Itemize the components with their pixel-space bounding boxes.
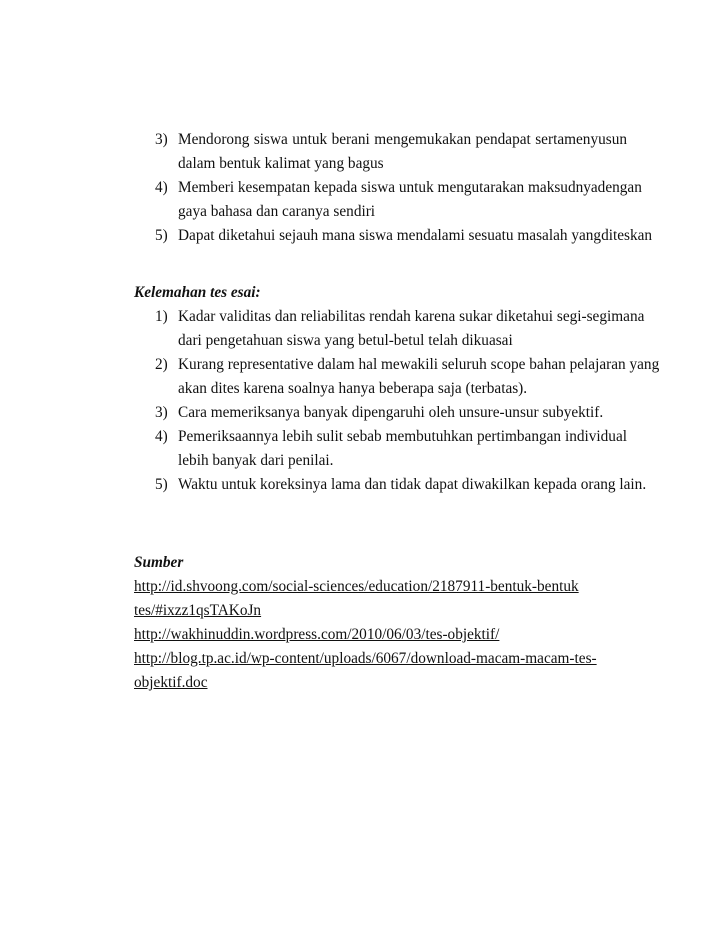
list-item-text: Kurang representative dalam hal mewakili seluruh scope bahan pelajaran yang (178, 356, 660, 373)
list-item-number: 4) (155, 179, 168, 196)
source-link[interactable]: tes/#ixzz1qsTAKoJn (134, 602, 262, 619)
source-link[interactable]: http://wakhinuddin.wordpress.com/2010/06/03/tes-objektif/ (134, 626, 500, 643)
list-item-number: 4) (155, 428, 168, 445)
list-item (155, 176, 642, 224)
list-item-text: dalam bentuk kalimat yang bagus (178, 155, 384, 172)
list-item-number: 3) (155, 404, 168, 421)
weakness-heading: Kelemahan tes esai: (134, 284, 261, 301)
list-item (155, 401, 627, 425)
source-link[interactable]: http://id.shvoong.com/social-sciences/education/2187911-bentuk-bentuk (134, 578, 579, 595)
list-item (155, 473, 647, 497)
list-item-number: 5) (155, 227, 168, 244)
list-item-text: Kadar validitas dan reliabilitas rendah karena sukar diketahui segi-segimana (178, 308, 645, 325)
list-item-text: Cara memeriksanya banyak dipengaruhi oleh unsure-unsur subyektif. (178, 404, 604, 421)
list-item-text: gaya bahasa dan caranya sendiri (178, 203, 376, 220)
sources-list (134, 575, 597, 695)
list-item-text: akan dites karena soalnya hanya beberapa saja (terbatas). (178, 380, 528, 397)
list-item-text: dari pengetahuan siswa yang betul-betul telah dikuasai (178, 332, 513, 349)
source-link[interactable]: objektif.doc (134, 674, 208, 691)
list-item-text: Pemeriksaannya lebih sulit sebab membutuhkan pertimbangan individual (178, 428, 627, 445)
sources-heading: Sumber (134, 554, 184, 571)
list-item-text: lebih banyak dari penilai. (178, 452, 334, 469)
list-item (155, 128, 627, 176)
list-item-number: 1) (155, 308, 168, 325)
list-item-text: Waktu untuk koreksinya lama dan tidak dapat diwakilkan kepada orang lain. (178, 476, 647, 493)
weakness-list (155, 305, 660, 497)
list-item-number: 5) (155, 476, 168, 493)
list-item (155, 425, 627, 473)
list-item (155, 305, 645, 353)
list-item (155, 224, 653, 248)
list-item-text: Memberi kesempatan kepada siswa untuk mengutarakan maksudnyadengan (178, 179, 642, 196)
list-item-number: 3) (155, 131, 168, 148)
source-link[interactable]: http://blog.tp.ac.id/wp-content/uploads/6067/download-macam-macam-tes- (134, 650, 597, 667)
list-item (155, 353, 660, 401)
list-item-text: Mendorong siswa untuk berani mengemukakan pendapat sertamenyusun (178, 131, 627, 148)
strengths-list-continued (155, 128, 653, 248)
list-item-text: Dapat diketahui sejauh mana siswa mendalami sesuatu masalah yangditeskan (178, 227, 653, 244)
list-item-number: 2) (155, 356, 168, 373)
